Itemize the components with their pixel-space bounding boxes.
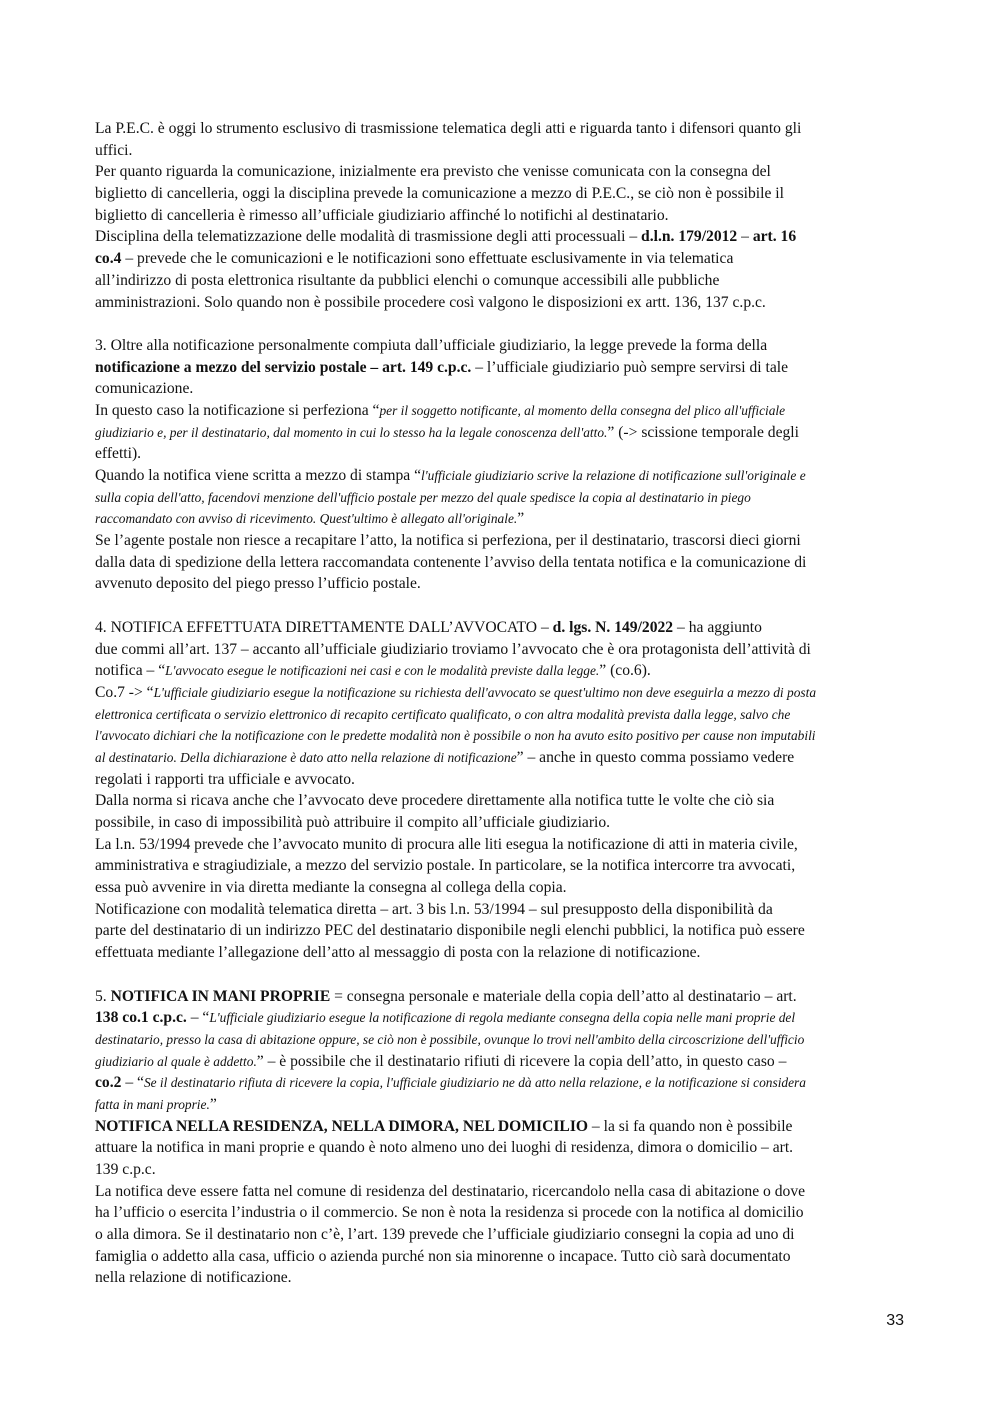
paragraph-gap	[95, 313, 910, 335]
text-segment: parte del destinatario di un indirizzo PEC del destinatario disponibile negli elenchi pubblici, la notifica può essere	[95, 922, 805, 940]
text-line	[95, 1267, 910, 1289]
text-segment: possibile, in caso di impossibilità può attribuire il compito all’ufficiale giudiziario.	[95, 814, 611, 831]
text-line	[95, 877, 910, 899]
text-segment: In questo caso la notificazione si perfeziona “	[95, 401, 380, 419]
bold-text: co.2	[95, 1074, 122, 1092]
text-line	[95, 834, 910, 856]
text-segment: Co.7 -> “	[95, 683, 154, 701]
text-line	[95, 530, 910, 552]
text-line	[95, 335, 910, 357]
bold-text: co.4	[95, 250, 122, 268]
text-line	[95, 986, 910, 1008]
paragraph-gap	[95, 595, 910, 617]
text-segment: La l.n. 53/1994 prevede che l’avvocato munito di procura alle liti esegua la notificazione di atti in materia civile,	[95, 835, 798, 853]
text-line	[95, 1116, 910, 1138]
italic-quote-text: L'ufficiale giudiziario esegue la notificazione su richiesta dell'avvocato se quest'ultimo non deve eseguirla a mezzo di posta	[153, 684, 817, 700]
text-line	[95, 1094, 910, 1116]
text-segment: – la si fa quando non è possibile	[588, 1117, 793, 1135]
document-body	[95, 118, 910, 1289]
text-segment: amministrazioni. Solo quando non è possibile procedere così valgono le disposizioni ex artt. 136, 137 c.p.c.	[95, 293, 766, 311]
text-line	[95, 769, 910, 791]
text-segment: attuare la notifica in mani proprie e quando è noto almeno uno dei luoghi di residenza, dimora o domicilio – art.	[95, 1139, 794, 1157]
text-line	[95, 357, 910, 379]
text-segment: essa può avvenire in via diretta mediante la consegna al collega della copia.	[95, 879, 567, 897]
text-line	[95, 1202, 910, 1224]
text-segment: famiglia o addetto alla casa, ufficio o azienda purché non sia minorenne o incapace. Tutto ciò sarà documentato	[95, 1247, 791, 1265]
text-line	[95, 183, 910, 205]
text-segment: ha l’ufficio o esercita l’industria o il commercio. Se non è nota la residenza si procede con la notifica al domicilio	[95, 1204, 804, 1222]
bold-text: NOTIFICA NELLA RESIDENZA, NELLA DIMORA, NEL DOMICILIO	[95, 1117, 589, 1135]
text-line	[95, 1181, 910, 1203]
text-line	[95, 248, 910, 270]
text-line	[95, 118, 910, 140]
text-line	[95, 639, 910, 661]
text-line	[95, 1029, 910, 1051]
text-segment: La P.E.C. è oggi lo strumento esclusivo di trasmissione telematica degli atti e riguarda tanto i difensori quanto gli	[95, 120, 802, 137]
text-line	[95, 573, 910, 595]
text-line	[95, 205, 910, 227]
text-segment: ” – è possibile che il destinatario rifiuti di ricevere la copia dell’atto, in questo caso –	[256, 1052, 787, 1070]
italic-quote-text: destinatario, presso la casa di abitazione oppure, se ciò non è possibile, ovunque lo trovi nell'ambito della circoscrizione dell'ufficio	[95, 1031, 805, 1047]
text-line	[95, 899, 910, 921]
text-segment: Per quanto riguarda la comunicazione, inizialmente era previsto che venisse comunicata con la consegna del	[95, 163, 771, 181]
text-segment: uffici.	[95, 141, 133, 159]
text-segment: dalla data di spedizione della lettera raccomandata contenente l’avviso della tentata notifica e la comunicazione di	[95, 553, 807, 571]
bold-text: art. 16	[752, 228, 797, 246]
italic-quote-text: fatta in mani proprie.	[95, 1096, 210, 1112]
italic-quote-text: sulla copia dell'atto, facendovi menzione dell'ufficio postale per mezzo del quale spedisce la copia al destinatario in piego	[95, 489, 751, 505]
bold-text: NOTIFICA IN MANI PROPRIE	[110, 987, 331, 1005]
text-line	[95, 140, 910, 162]
text-line	[95, 1137, 910, 1159]
italic-quote-text: giudiziario e, per il destinatario, dal momento in cui lo stesso ha la legale conoscenza dell'atto.	[95, 424, 608, 440]
page-number: 33	[886, 1312, 904, 1329]
text-line	[95, 1072, 910, 1094]
text-line	[95, 855, 910, 877]
text-segment: 4. NOTIFICA EFFETTUATA DIRETTAMENTE DALL’AVVOCATO –	[95, 618, 553, 636]
italic-quote-text: elettronica certificata o servizio elettronico di recapito certificato qualificato, o con altra modalità prevista dalla legge, salvo che	[95, 706, 791, 722]
text-line	[95, 226, 910, 248]
bold-text: d. lgs. N. 149/2022	[552, 618, 674, 636]
text-line	[95, 443, 910, 465]
text-segment: effetti).	[95, 445, 142, 463]
text-line	[95, 270, 910, 292]
text-line	[95, 1007, 910, 1029]
bold-text: d.l.n. 179/2012	[641, 228, 738, 246]
text-segment: avvenuto deposito del piego presso l’ufficio postale.	[95, 575, 421, 593]
text-segment: effettuata mediante l’allegazione dell’atto al messaggio di posta con la relazione di notificazione.	[95, 944, 701, 962]
text-line	[95, 1224, 910, 1246]
text-segment: regolati i rapporti tra ufficiale e avvocato.	[95, 770, 355, 788]
text-line	[95, 422, 910, 444]
bold-text: notificazione a mezzo del servizio postale – art. 149 c.p.c.	[95, 358, 472, 376]
text-line	[95, 508, 910, 530]
text-segment: – ha aggiunto	[673, 618, 762, 636]
italic-quote-text: l'ufficiale giudiziario scrive la relazione di notificazione sull'originale e	[421, 468, 806, 483]
text-line	[95, 682, 910, 704]
text-segment: Notificazione con modalità telematica diretta – art. 3 bis l.n. 53/1994 – sul presupposto della disponibilità da	[95, 900, 773, 918]
text-line	[95, 292, 910, 314]
bold-text: 138 co.1 c.p.c.	[95, 1009, 187, 1027]
text-line	[95, 790, 910, 812]
text-segment: ” – anche in questo comma possiamo vedere	[516, 748, 795, 766]
text-segment: – “	[121, 1074, 144, 1092]
text-line	[95, 704, 910, 726]
text-segment: 5.	[95, 987, 111, 1005]
text-segment: ” (-> scissione temporale degli	[607, 423, 799, 441]
text-segment: Disciplina della telematizzazione delle modalità di trasmissione degli atti processuali –	[95, 228, 642, 246]
italic-quote-text: L'ufficiale giudiziario esegue la notificazione di regola mediante consegna della copia nelle mani proprie del	[209, 1010, 796, 1026]
italic-quote-text: Se il destinatario rifiuta di ricevere la copia, l'ufficiale giudiziario ne dà atto nella relazione, e la notificazione si considera	[143, 1075, 806, 1091]
text-segment: – l’ufficiale giudiziario può sempre servirsi di tale	[471, 358, 789, 376]
text-line	[95, 552, 910, 574]
text-line	[95, 1159, 910, 1181]
italic-quote-text: per il soggetto notificante, al momento della consegna del plico all'ufficiale	[379, 402, 786, 418]
text-segment: notifica – “	[95, 662, 166, 680]
italic-quote-text: L'avvocato esegue le notificazioni nei casi e con le modalità previste dalla legge.	[165, 663, 600, 679]
text-line	[95, 617, 910, 639]
text-line	[95, 1246, 910, 1268]
paragraph-gap	[95, 964, 910, 986]
text-segment: due commi all’art. 137 – accanto all’ufficiale giudiziario troviamo l’avvocato che è ora protagonista dell’attività di	[95, 640, 811, 658]
text-segment: biglietto di cancelleria, oggi la disciplina prevede la comunicazione a mezzo di P.E.C., se ciò non è possibile il	[95, 185, 784, 203]
text-segment: nella relazione di notificazione.	[95, 1269, 292, 1287]
text-line	[95, 1051, 910, 1073]
text-segment: – “	[186, 1009, 210, 1027]
text-segment: Se l’agente postale non riesce a recapitare l’atto, la notifica si perfeziona, per il destinatario, trascorsi dieci giorni	[95, 532, 801, 550]
italic-quote-text: giudiziario al quale è addetto.	[95, 1053, 257, 1069]
text-line	[95, 725, 910, 747]
text-line	[95, 920, 910, 942]
text-segment: Dalla norma si ricava anche che l’avvocato deve procedere direttamente alla notifica tutte le volte che ciò sia	[95, 792, 775, 810]
text-line	[95, 161, 910, 183]
text-segment: all’indirizzo di posta elettronica risultante da pubblici elenchi o comunque accessibili alle pubbliche	[95, 271, 720, 289]
italic-quote-text: al destinatario. Della dichiarazione è dato atto nella relazione di notificazione	[95, 749, 517, 765]
text-segment: ”	[209, 1095, 217, 1113]
text-segment: ” (co.6).	[599, 662, 651, 680]
text-segment: 3. Oltre alla notificazione personalmente compiuta dall’ufficiale giudiziario, la legge prevede la forma della	[95, 336, 768, 354]
text-segment: = consegna personale e materiale della copia dell’atto al destinatario – art.	[330, 987, 797, 1005]
text-segment: La notifica deve essere fatta nel comune di residenza del destinatario, ricercandolo nella casa di abitazione o dove	[95, 1182, 806, 1200]
text-line	[95, 747, 910, 769]
text-line	[95, 812, 910, 834]
text-segment: 139 c.p.c.	[95, 1161, 156, 1178]
text-line	[95, 400, 910, 422]
text-segment: amministrativa e stragiudiziale, a mezzo del servizio postale. In particolare, se la notifica intercorre tra avvocati,	[95, 857, 796, 875]
italic-quote-text: l'avvocato dichiari che la notificazione con le predette modalità non è possibile o non ha avuto esito positivo per cause non imputabili	[95, 728, 816, 744]
text-segment: – prevede che le comunicazioni e le notificazioni sono effettuate esclusivamente in via telematica	[121, 250, 734, 268]
text-line	[95, 487, 910, 509]
text-line	[95, 465, 910, 487]
text-segment: ”	[517, 510, 525, 528]
text-line	[95, 660, 910, 682]
text-line	[95, 942, 910, 964]
text-line	[95, 378, 910, 400]
text-segment: biglietto di cancelleria è rimesso all’ufficiale giudiziario affinché lo notifichi al destinatario.	[95, 206, 669, 224]
text-segment: o alla dimora. Se il destinatario non c’è, l’art. 139 prevede che l’ufficiale giudiziario consegni la copia ad uno di	[95, 1226, 795, 1244]
text-segment: –	[737, 228, 753, 246]
italic-quote-text: raccomandato con avviso di ricevimento. Quest'ultimo è allegato all'originale.	[95, 511, 518, 527]
text-segment: Quando la notifica viene scritta a mezzo di stampa “	[95, 467, 422, 484]
text-segment: comunicazione.	[95, 380, 194, 398]
